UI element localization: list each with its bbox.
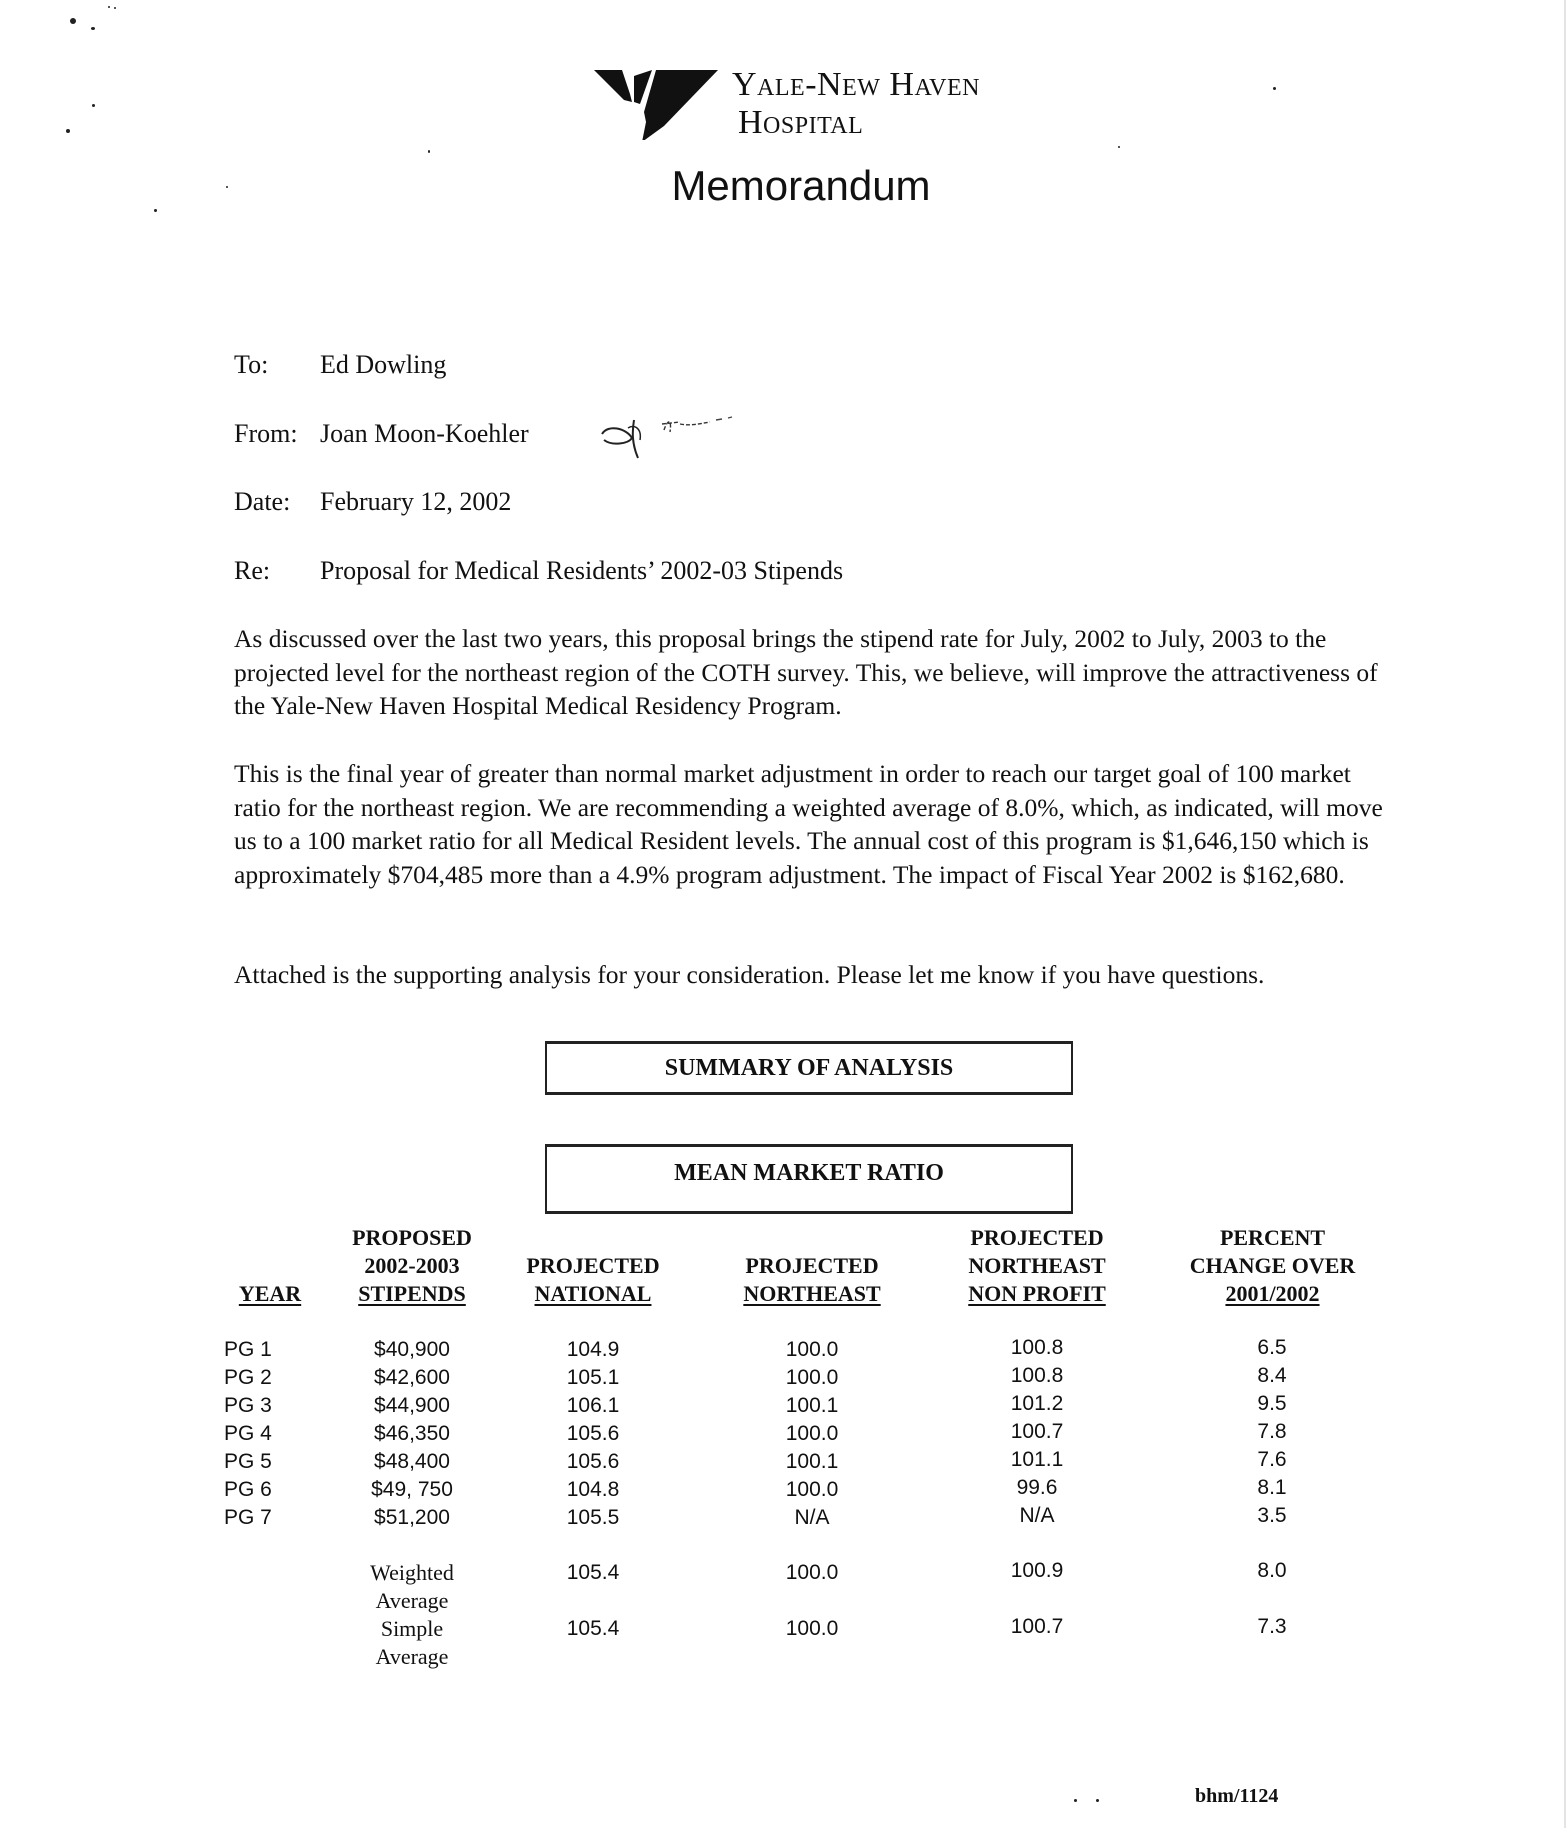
- cell-change: 7.3: [1257, 1615, 1287, 1638]
- cell-stipend: $46,350: [374, 1422, 450, 1445]
- cell-northeast: 100.1: [785, 1394, 839, 1417]
- cell-nonprofit: 100.7: [1010, 1615, 1064, 1638]
- cell-nonprofit: 100.9: [1010, 1559, 1064, 1582]
- from-label: From:: [234, 419, 298, 448]
- cell-change: 9.5: [1257, 1392, 1287, 1415]
- summary-of-analysis-box: SUMMARY OF ANALYSIS: [545, 1041, 1073, 1095]
- header-nonprofit: PROJECTED NORTHEAST NON PROFIT: [968, 1225, 1106, 1306]
- organization-name-line2: Hospital: [738, 104, 864, 141]
- re-value: Proposal for Medical Residents’ 2002-03 Stipends: [320, 556, 844, 585]
- organization-name: [732, 66, 980, 142]
- to-label: To:: [234, 350, 269, 379]
- cell-stipend: $51,200: [374, 1506, 450, 1529]
- cell-change: 8.0: [1257, 1559, 1287, 1582]
- cell-change: 8.1: [1257, 1476, 1287, 1499]
- cell-national: 105.5: [566, 1506, 620, 1529]
- to-value: Ed Dowling: [320, 350, 447, 379]
- document-code: bhm/1124: [1195, 1785, 1279, 1807]
- cell-northeast: 100.0: [785, 1366, 839, 1389]
- cell-year: PG 7: [224, 1506, 272, 1529]
- cell-stipend: $40,900: [374, 1338, 450, 1361]
- date-label: Date:: [234, 487, 291, 516]
- cell-northeast: 100.1: [785, 1450, 839, 1473]
- cell-nonprofit: 100.7: [1010, 1420, 1064, 1443]
- re-field: [234, 556, 843, 586]
- body-paragraph-1: As discussed over the last two years, this proposal brings the stipend rate for July, 2002 to July, 2003 to the projected level for the northeast region of the COTH survey. This, we believe, will improve the attractiveness of the Yale-New Haven Hospital Medical Residency Program.: [234, 624, 1378, 720]
- date-field: [234, 487, 511, 517]
- cell-northeast: N/A: [794, 1506, 830, 1529]
- cell-national: 106.1: [566, 1394, 620, 1417]
- cell-year: PG 3: [224, 1394, 272, 1417]
- header-national: PROJECTED NATIONAL: [526, 1253, 660, 1306]
- cell-nonprofit: N/A: [1019, 1504, 1055, 1527]
- cell-northeast: 100.0: [785, 1617, 839, 1640]
- document-title: Memorandum: [671, 162, 931, 209]
- from-value: Joan Moon-Koehler: [320, 419, 529, 448]
- cell-stipend: $44,900: [374, 1394, 450, 1417]
- cell-nonprofit: 99.6: [1016, 1476, 1058, 1499]
- date-value: February 12, 2002: [320, 487, 512, 516]
- header-year: YEAR: [238, 1281, 302, 1306]
- cell-national: 105.1: [566, 1366, 620, 1389]
- header-percent-change: PERCENT CHANGE OVER 2001/2002: [1189, 1225, 1356, 1306]
- organization-name-line1: Yale-New Haven: [732, 66, 981, 103]
- cell-national: 105.4: [566, 1561, 620, 1584]
- cell-national: 105.6: [566, 1422, 620, 1445]
- body-paragraph-3: Attached is the supporting analysis for your consideration. Please let me know if you have questions.: [234, 960, 1265, 989]
- cell-national: 104.8: [566, 1478, 620, 1501]
- cell-northeast: 100.0: [785, 1422, 839, 1445]
- cell-change: 3.5: [1257, 1504, 1287, 1527]
- cell-northeast: 100.0: [785, 1478, 839, 1501]
- cell-national: 105.4: [566, 1617, 620, 1640]
- cell-nonprofit: 101.1: [1010, 1448, 1064, 1471]
- body-paragraph-2: This is the final year of greater than normal market adjustment in order to reach our target goal of 100 market ratio for the northeast region. We are recommending a weighted average of 8.0%, which, as indicated, will move us to a 100 market ratio for all Medical Resident levels. The annual cost of this program is $1,646,150 which is approximately $704,485 more than a 4.9% program adjustment. The impact of Fiscal Year 2002 is $162,680.: [234, 759, 1383, 889]
- cell-national: 104.9: [566, 1338, 620, 1361]
- cell-stipend: $48,400: [374, 1450, 450, 1473]
- cell-year: PG 4: [224, 1422, 272, 1445]
- cell-nonprofit: 100.8: [1010, 1364, 1064, 1387]
- from-field: [234, 419, 529, 449]
- cell-northeast: 100.0: [785, 1338, 839, 1361]
- to-field: [234, 350, 446, 380]
- hospital-logo-icon: [594, 66, 724, 140]
- cell-year: PG 1: [224, 1338, 272, 1361]
- weighted-average-label: Weighted Average: [370, 1560, 454, 1613]
- cell-year: PG 2: [224, 1366, 272, 1389]
- mean-market-ratio-box: MEAN MARKET RATIO: [545, 1144, 1073, 1214]
- cell-northeast: 100.0: [785, 1561, 839, 1584]
- cell-change: 6.5: [1257, 1336, 1287, 1359]
- cell-nonprofit: 101.2: [1010, 1392, 1064, 1415]
- cell-nonprofit: 100.8: [1010, 1336, 1064, 1359]
- cell-stipend: $49, 750: [371, 1478, 453, 1501]
- simple-average-label: Simple Average: [375, 1616, 449, 1669]
- cell-change: 7.8: [1257, 1420, 1287, 1443]
- cell-year: PG 5: [224, 1450, 272, 1473]
- header-stipends: PROPOSED 2002-2003 STIPENDS: [352, 1225, 472, 1306]
- cell-national: 105.6: [566, 1450, 620, 1473]
- header-northeast: PROJECTED NORTHEAST: [743, 1253, 881, 1306]
- cell-stipend: $42,600: [374, 1366, 450, 1389]
- cell-year: PG 6: [224, 1478, 272, 1501]
- signature-initials-icon: [598, 410, 758, 470]
- re-label: Re:: [234, 556, 271, 585]
- cell-change: 8.4: [1257, 1364, 1287, 1387]
- cell-change: 7.6: [1257, 1448, 1287, 1471]
